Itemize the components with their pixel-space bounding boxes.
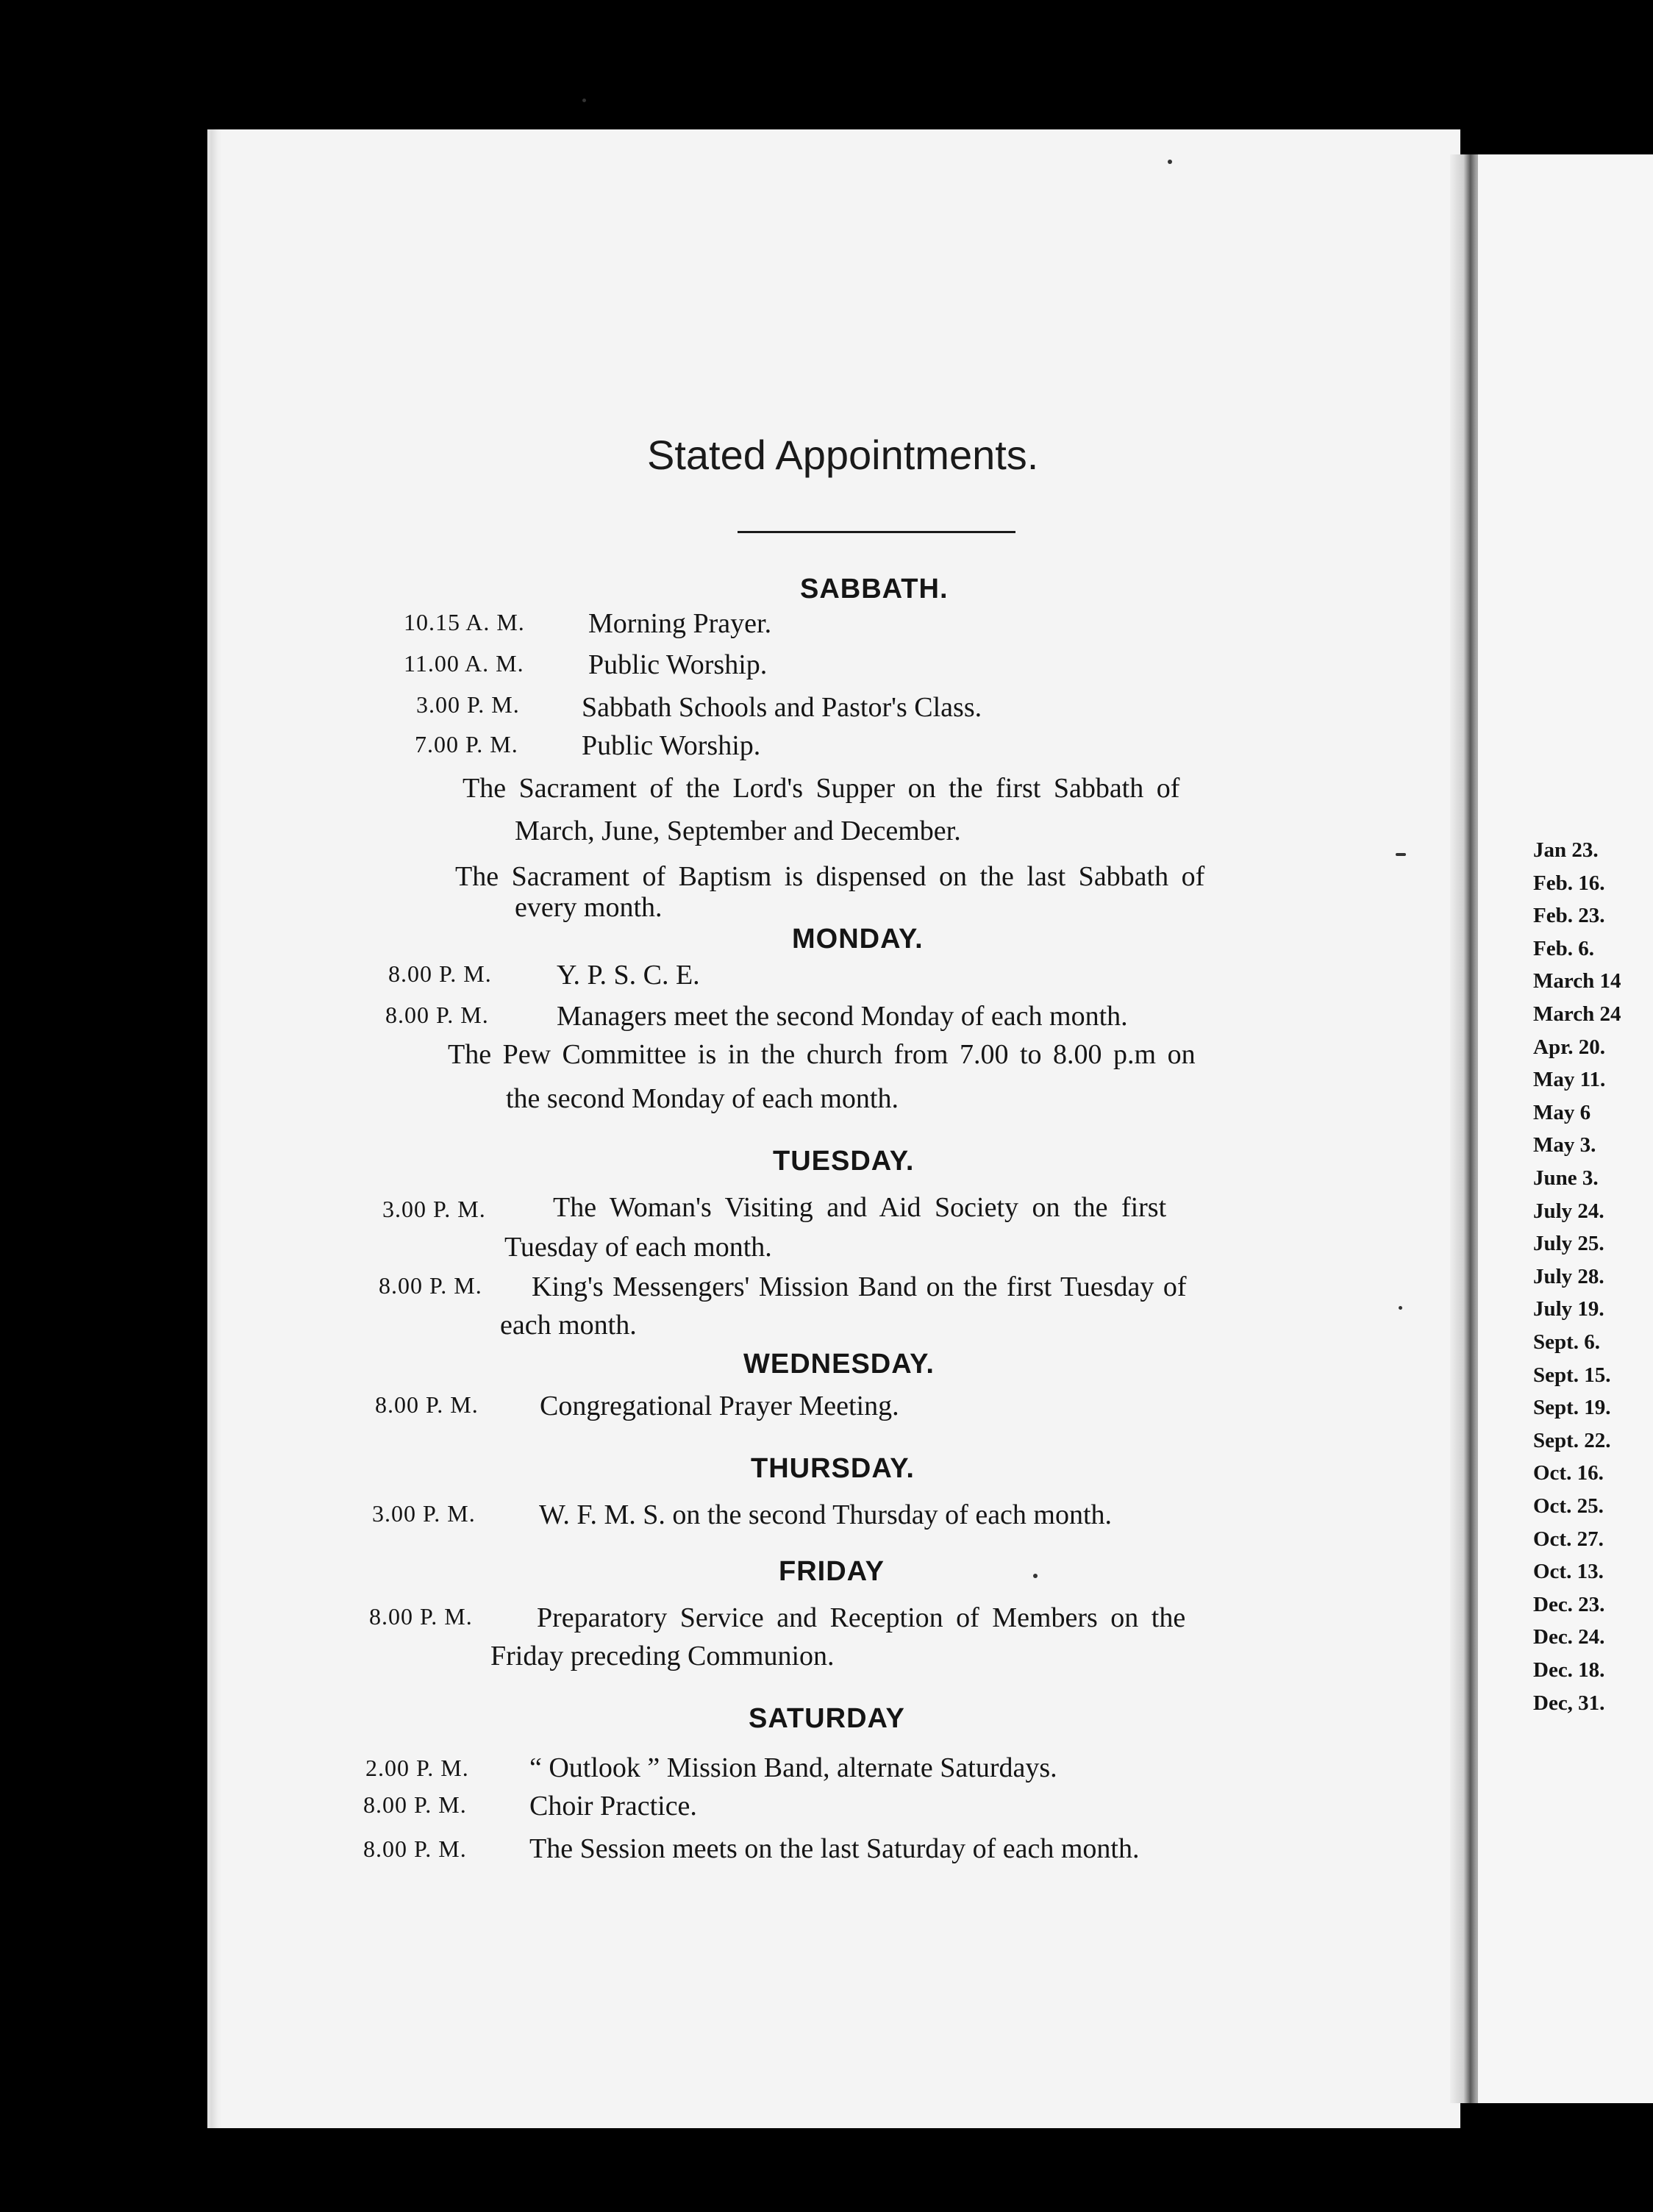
sabbath-note-baptism-cont: every month. <box>515 892 663 923</box>
date-entry: July 28. <box>1533 1264 1604 1288</box>
entry-text: The Woman's Visiting and Aid Society on the first <box>553 1192 1167 1223</box>
entry-time: 11.00 A. M. <box>404 650 524 677</box>
entry-text: Morning Prayer. <box>588 608 772 639</box>
entry-time: 8.00 P. M. <box>388 960 492 987</box>
heading-sabbath: SABBATH. <box>800 574 949 604</box>
heading-friday: FRIDAY <box>779 1556 885 1587</box>
monday-note-pew: The Pew Committee is in the church from 7.00 to 8.00 p.m on <box>448 1039 1196 1070</box>
entry-time: 8.00 P. M. <box>363 1835 467 1862</box>
date-entry: Feb. 6. <box>1533 936 1594 960</box>
entry-time: 8.00 P. M. <box>385 1002 489 1028</box>
entry-text: Managers meet the second Monday of each month. <box>557 1001 1128 1032</box>
date-entry: Sept. 6. <box>1533 1330 1601 1354</box>
entry-text: “ Outlook ” Mission Band, alternate Saturdays. <box>529 1752 1057 1783</box>
entry-text-cont: each month. <box>500 1310 637 1341</box>
date-entry: May 11. <box>1533 1068 1606 1092</box>
entry-text: Choir Practice. <box>529 1791 697 1822</box>
date-entry: July 24. <box>1533 1199 1604 1223</box>
date-entry: Oct. 16. <box>1533 1461 1604 1485</box>
heading-saturday: SATURDAY <box>749 1703 905 1734</box>
date-entry: May 6 <box>1533 1100 1591 1124</box>
date-entry: Feb. 23. <box>1533 904 1605 928</box>
date-entry: Jan 23. <box>1533 838 1599 862</box>
scan-speck <box>1396 853 1406 856</box>
entry-text: Congregational Prayer Meeting. <box>540 1391 899 1421</box>
monday-note-pew-cont: the second Monday of each month. <box>506 1083 899 1114</box>
entry-text: Preparatory Service and Reception of Members on the <box>537 1602 1186 1633</box>
left-page <box>207 129 1460 2128</box>
entry-text: W. F. M. S. on the second Thursday of each month. <box>539 1499 1113 1530</box>
entry-time: 10.15 A. M. <box>404 609 525 635</box>
date-entry: May 3. <box>1533 1133 1596 1157</box>
entry-time: 3.00 P. M. <box>416 691 520 718</box>
entry-time: 8.00 P. M. <box>379 1272 482 1299</box>
entry-text-cont: Tuesday of each month. <box>504 1232 772 1263</box>
date-entry: July 25. <box>1533 1232 1604 1256</box>
date-entry: March 24 <box>1533 1002 1621 1026</box>
heading-monday: MONDAY. <box>792 924 924 955</box>
entry-text: Y. P. S. C. E. <box>557 960 700 991</box>
date-entry: Feb. 16. <box>1533 871 1605 895</box>
entry-text: Sabbath Schools and Pastor's Class. <box>582 692 982 723</box>
scan-speck <box>1033 1574 1038 1578</box>
sabbath-note-supper: The Sacrament of the Lord's Supper on the first Sabbath of <box>463 773 1180 804</box>
heading-tuesday: TUESDAY. <box>773 1146 915 1177</box>
date-entry: Dec. 18. <box>1533 1658 1605 1682</box>
heading-wednesday: WEDNESDAY. <box>743 1349 935 1380</box>
scan-speck <box>1168 160 1172 164</box>
sabbath-note-supper-cont: March, June, September and December. <box>515 816 961 846</box>
title-rule <box>738 531 1015 533</box>
entry-time: 2.00 P. M. <box>365 1755 469 1781</box>
entry-time: 3.00 P. M. <box>382 1196 486 1222</box>
entry-text: Public Worship. <box>588 649 768 680</box>
entry-time: 3.00 P. M. <box>372 1500 476 1527</box>
date-entry: March 14 <box>1533 969 1621 993</box>
page-title: Stated Appointments. <box>647 432 1039 478</box>
date-entry: Sept. 19. <box>1533 1396 1611 1420</box>
date-entry: June 3. <box>1533 1166 1599 1190</box>
scan-speck <box>1399 1306 1402 1310</box>
date-entry: Oct. 25. <box>1533 1494 1604 1518</box>
date-entry: Sept. 22. <box>1533 1428 1611 1452</box>
entry-time: 8.00 P. M. <box>363 1791 467 1818</box>
entry-text: The Session meets on the last Saturday of each month. <box>529 1833 1140 1864</box>
entry-text-cont: Friday preceding Communion. <box>490 1641 835 1672</box>
right-page <box>1478 154 1653 2103</box>
sabbath-note-baptism: The Sacrament of Baptism is dispensed on the last Sabbath of <box>455 861 1205 892</box>
date-entry: Dec. 23. <box>1533 1592 1605 1616</box>
entry-time: 8.00 P. M. <box>375 1391 479 1418</box>
entry-text: King's Messengers' Mission Band on the first Tuesday of <box>532 1271 1187 1302</box>
date-entry: Sept. 15. <box>1533 1363 1611 1387</box>
date-entry: Oct. 13. <box>1533 1560 1604 1584</box>
entry-time: 8.00 P. M. <box>369 1603 473 1630</box>
scan-speck <box>582 99 586 102</box>
date-entry: July 19. <box>1533 1297 1604 1321</box>
date-entry: Apr. 20. <box>1533 1035 1606 1059</box>
entry-time: 7.00 P. M. <box>415 731 518 757</box>
heading-thursday: THURSDAY. <box>751 1453 915 1484</box>
date-entry: Dec. 24. <box>1533 1625 1605 1649</box>
entry-text: Public Worship. <box>582 730 761 761</box>
date-entry: Oct. 27. <box>1533 1527 1604 1551</box>
date-entry: Dec, 31. <box>1533 1691 1605 1715</box>
